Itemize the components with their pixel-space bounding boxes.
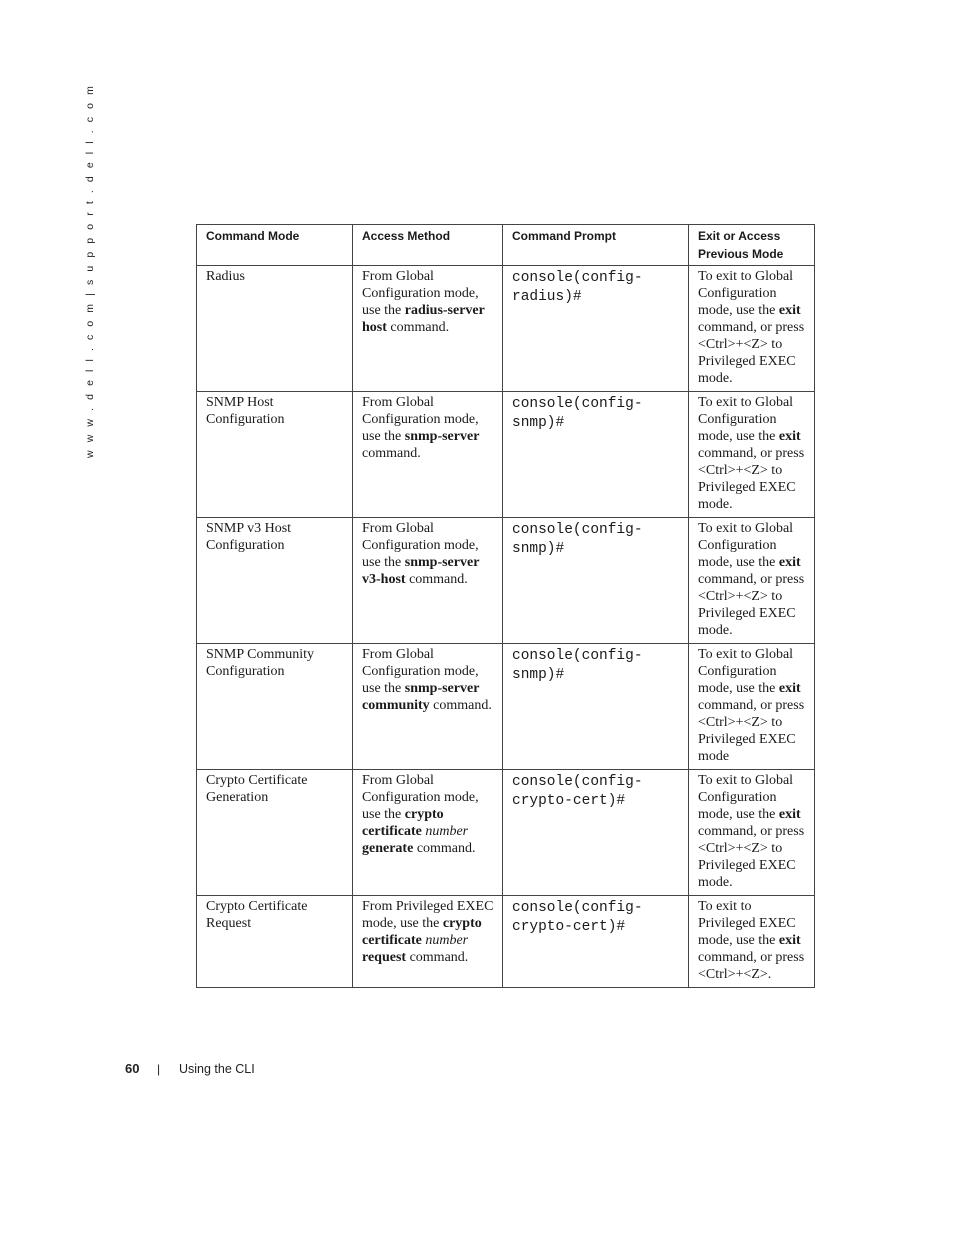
table-row (197, 266, 815, 392)
cell-command-mode: SNMP v3 Host Configuration (197, 518, 353, 644)
cell-exit-mode (689, 770, 815, 896)
exit-command: exit (778, 555, 801, 570)
section-title: Using the CLI (179, 1062, 255, 1076)
prompt-line: snmp)# (512, 667, 565, 683)
table-row (197, 896, 815, 988)
access-text-end: command. (429, 698, 492, 713)
cell-command-prompt (503, 266, 689, 392)
exit-text: To exit to Global Configuration mode, use the (698, 773, 794, 822)
header-exit-line1: Exit or Access (698, 229, 781, 243)
cell-access-method (353, 518, 503, 644)
access-text: From Global Configuration mode, use the (362, 269, 479, 318)
cell-access-method (353, 392, 503, 518)
table-row (197, 644, 815, 770)
exit-text: To exit to Global Configuration mode, use the (698, 521, 794, 570)
access-command-suffix: request (362, 950, 407, 965)
exit-text-end: command, or press <Ctrl>+<Z>. (698, 950, 805, 982)
page-number: 60 (125, 1061, 140, 1076)
access-command: radius-server host (362, 303, 485, 335)
header-command-mode: Command Mode (197, 225, 353, 266)
table-header-row (197, 225, 815, 266)
exit-command: exit (778, 681, 801, 696)
cell-access-method (353, 644, 503, 770)
header-command-prompt: Command Prompt (503, 225, 689, 266)
exit-text: To exit to Global Configuration mode, use the (698, 647, 794, 696)
access-text-end: command. (405, 572, 468, 587)
prompt-line: console(config- (512, 270, 643, 286)
table-row (197, 518, 815, 644)
footer-separator: | (157, 1062, 161, 1076)
cell-command-prompt (503, 644, 689, 770)
command-mode-table (196, 224, 815, 988)
cell-exit-mode (689, 644, 815, 770)
cell-command-mode: SNMP Host Configuration (197, 392, 353, 518)
exit-text: To exit to Global Configuration mode, use the (698, 395, 794, 444)
cell-access-method (353, 770, 503, 896)
prompt-line: snmp)# (512, 541, 565, 557)
access-command: snmp-server v3-host (362, 555, 480, 587)
access-text-end: command. (406, 950, 469, 965)
access-text: From Privileged EXEC mode, use the (362, 899, 494, 931)
cell-command-mode: Radius (197, 266, 353, 392)
header-exit-line2: Previous Mode (698, 247, 784, 261)
exit-command: exit (778, 303, 801, 318)
exit-command: exit (778, 807, 801, 822)
access-text-end: command. (386, 320, 450, 335)
cell-command-mode: Crypto Certificate Request (197, 896, 353, 988)
table-row (197, 392, 815, 518)
cell-command-mode: SNMP Community Configuration (197, 644, 353, 770)
access-command: snmp-server community (362, 681, 480, 713)
cell-command-prompt (503, 770, 689, 896)
cell-access-method (353, 266, 503, 392)
exit-text-end: command, or press <Ctrl>+<Z> to Privileged EXEC mode. (698, 572, 805, 638)
access-text-end: command. (362, 446, 421, 461)
prompt-line: console(config- (512, 522, 643, 538)
cell-access-method (353, 896, 503, 988)
header-exit-mode (689, 225, 815, 266)
prompt-line: radius)# (512, 289, 582, 305)
cell-exit-mode (689, 266, 815, 392)
side-url-text: w w w . d e l l . c o m | s u p p o r t . d e l l . c o m (84, 83, 96, 458)
exit-text: To exit to Global Configuration mode, use the (698, 269, 794, 318)
access-text: From Global Configuration mode, use the (362, 395, 479, 444)
cell-exit-mode (689, 896, 815, 988)
prompt-line: console(config- (512, 900, 643, 916)
access-text: From Global Configuration mode, use the (362, 773, 479, 822)
prompt-line: crypto-cert)# (512, 919, 626, 935)
access-argument: number (421, 933, 469, 948)
exit-text-end: command, or press <Ctrl>+<Z> to Privileged EXEC mode. (698, 320, 805, 386)
access-command: crypto certificate (362, 807, 444, 839)
cell-exit-mode (689, 392, 815, 518)
prompt-line: console(config- (512, 774, 643, 790)
exit-text-end: command, or press <Ctrl>+<Z> to Privileged EXEC mode (698, 698, 805, 764)
prompt-line: console(config- (512, 396, 643, 412)
access-text: From Global Configuration mode, use the (362, 647, 479, 696)
page-footer (0, 1061, 954, 1081)
access-command: snmp-server (404, 429, 480, 444)
exit-command: exit (778, 933, 801, 948)
exit-text: To exit to Privileged EXEC mode, use the (698, 899, 796, 948)
prompt-line: crypto-cert)# (512, 793, 626, 809)
cell-exit-mode (689, 518, 815, 644)
cell-command-prompt (503, 896, 689, 988)
exit-text-end: command, or press <Ctrl>+<Z> to Privileged EXEC mode. (698, 824, 805, 890)
prompt-line: snmp)# (512, 415, 565, 431)
exit-text-end: command, or press <Ctrl>+<Z> to Privileged EXEC mode. (698, 446, 805, 512)
cell-command-prompt (503, 392, 689, 518)
access-argument: number (421, 824, 469, 839)
access-text-end: command. (413, 841, 476, 856)
exit-command: exit (778, 429, 801, 444)
prompt-line: console(config- (512, 648, 643, 664)
access-command: crypto certificate (362, 916, 482, 948)
access-command-suffix: generate (362, 841, 414, 856)
table-row (197, 770, 815, 896)
access-text: From Global Configuration mode, use the (362, 521, 479, 570)
cell-command-prompt (503, 518, 689, 644)
header-access-method: Access Method (353, 225, 503, 266)
cell-command-mode: Crypto Certificate Generation (197, 770, 353, 896)
